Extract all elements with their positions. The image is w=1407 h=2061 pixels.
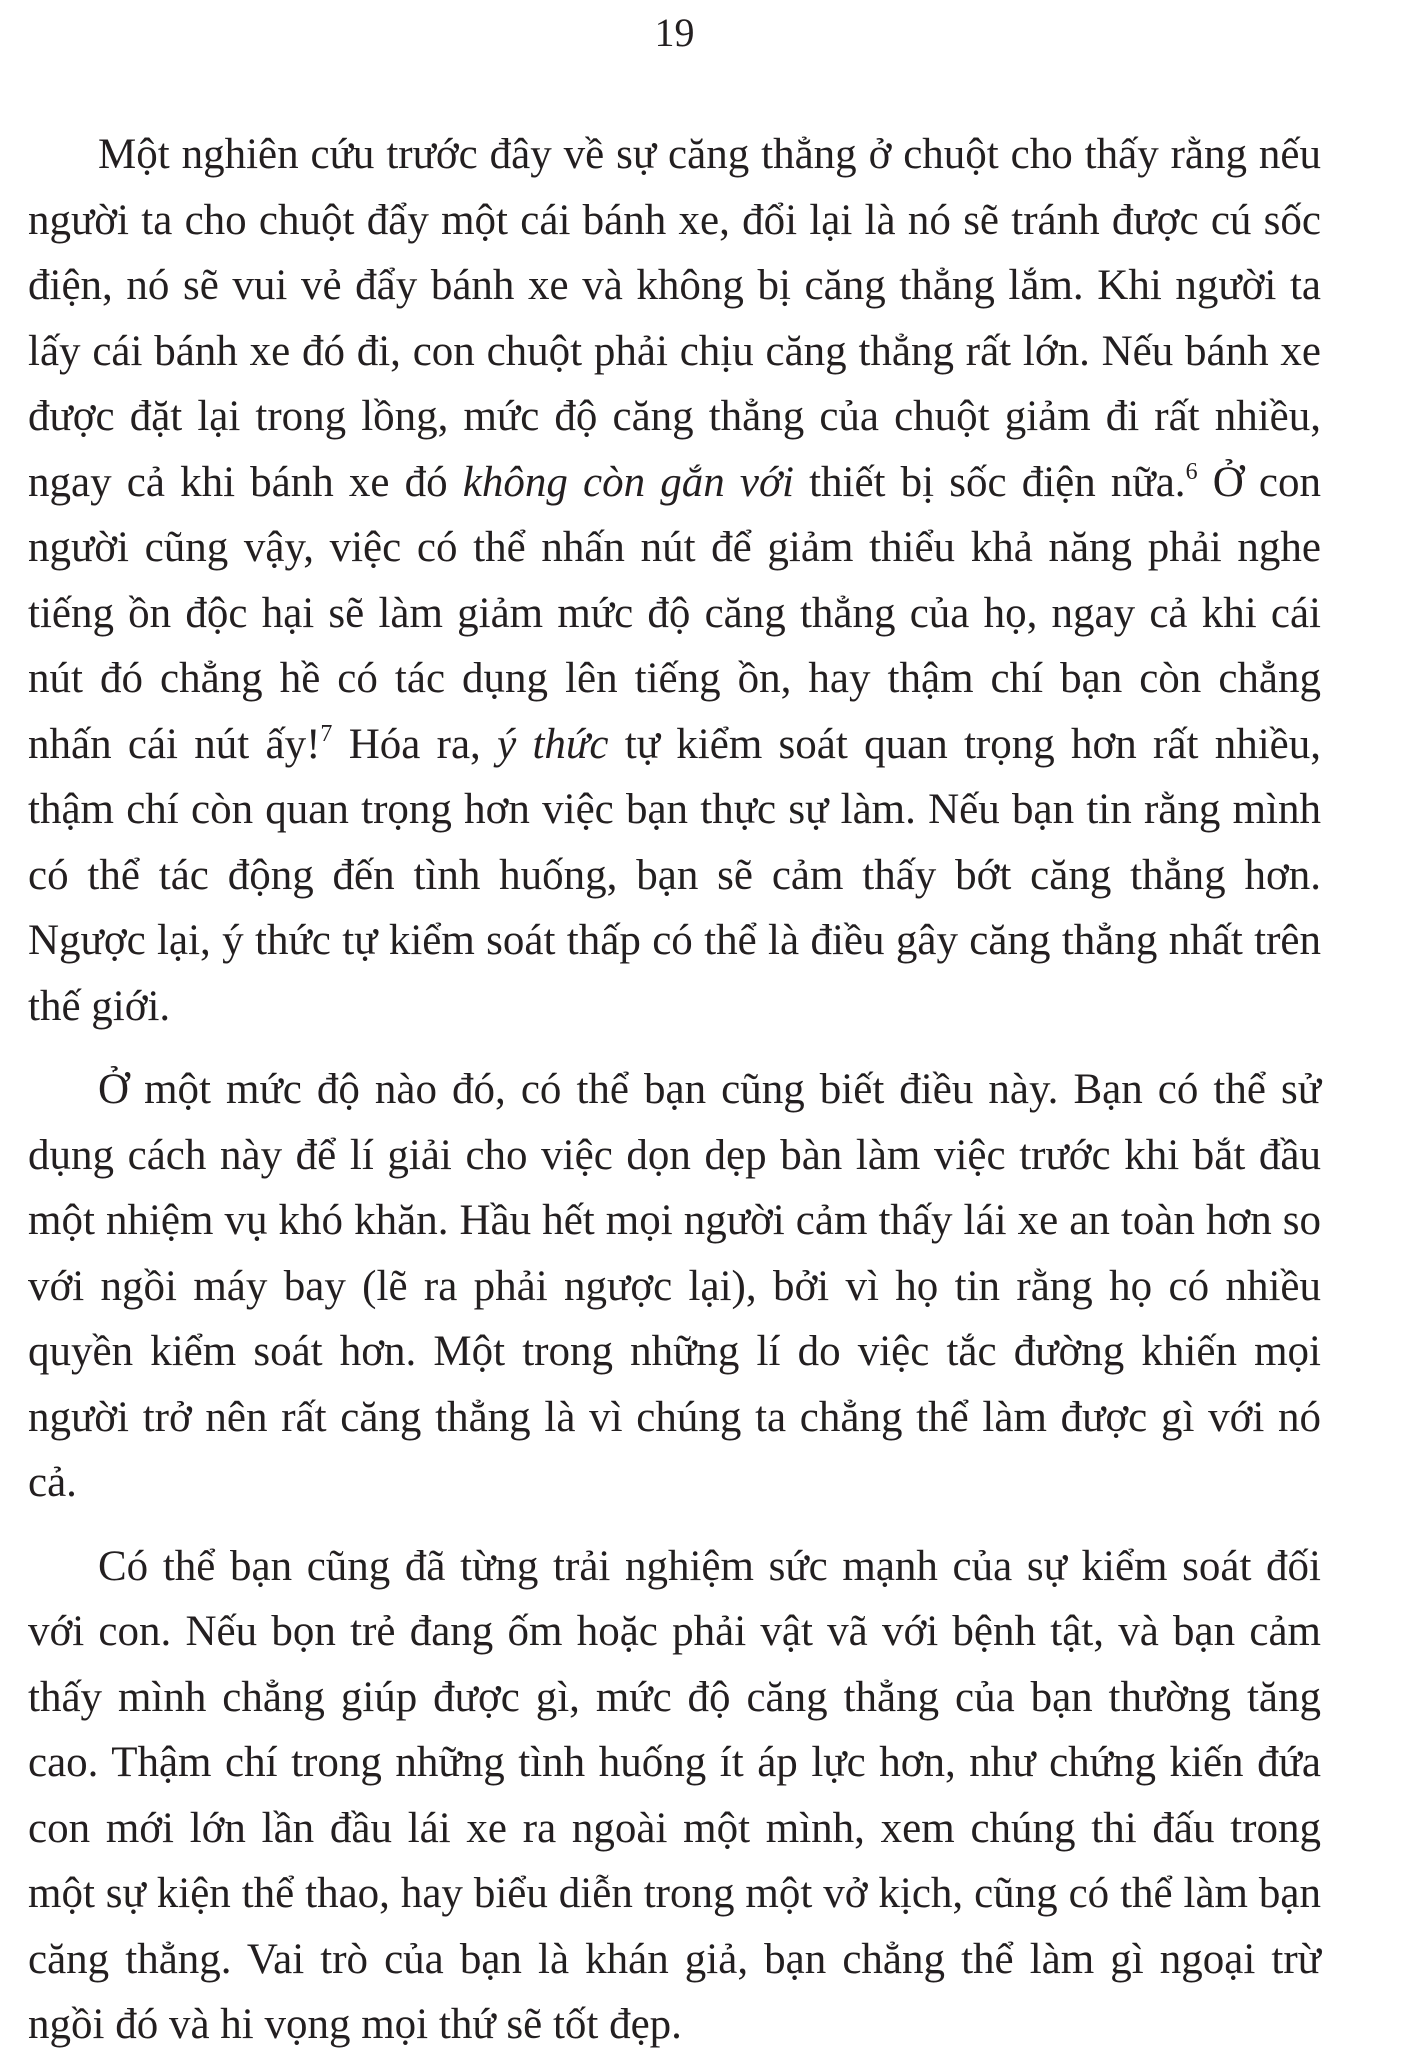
paragraph-1-text-d: Hóa ra, <box>332 720 498 768</box>
footnote-ref-7: 7 <box>320 720 333 747</box>
paragraph-1-text-e: tự kiểm soát quan trọng hơn rất nhiều, thậm chí còn quan trọng hơn việc bạn thực sự làm. Nếu bạn tin rằng mình có thể tác động đến tình huống, bạn sẽ cảm thấy bớt căng thẳng hơn. Ngược lại, ý thức tự kiểm soát thấp có thể là điều gây căng thẳng nhất trên thế giới. <box>28 720 1321 1030</box>
paragraph-1-italic-awareness: ý thức <box>497 720 609 768</box>
paragraph-1-text-b: thiết bị sốc điện nữa. <box>793 458 1186 506</box>
body-text <box>28 122 1321 2058</box>
paragraph-3: Có thể bạn cũng đã từng trải nghiệm sức mạnh của sự kiểm soát đối với con. Nếu bọn trẻ đang ốm hoặc phải vật vã với bệnh tật, và bạn cảm thấy mình chẳng giúp được gì, mức độ căng thẳng của bạn thường tăng cao. Thậm chí trong những tình huống ít áp lực hơn, như chứng kiến đứa con mới lớn lần đầu lái xe ra ngoài một mình, xem chúng thi đấu trong một sự kiện thể thao, hay biểu diễn trong một vở kịch, cũng có thể làm bạn căng thẳng. Vai trò của bạn là khán giả, bạn chẳng thể làm gì ngoại trừ ngồi đó và hi vọng mọi thứ sẽ tốt đẹp. <box>28 1542 1321 2048</box>
page-number: 19 <box>654 10 695 55</box>
paragraph-1-text-c: Ở con người cũng vậy, việc có thể nhấn nút để giảm thiểu khả năng phải nghe tiếng ồn độc hại sẽ làm giảm mức độ căng thẳng của họ, ngay cả khi cái nút đó chẳng hề có tác dụng lên tiếng ồn, hay thậm chí bạn còn chẳng nhấn cái nút ấy! <box>28 458 1322 768</box>
paragraph-1-italic-phrase: không còn gắn với <box>462 458 794 506</box>
paragraph-1-text-a: Một nghiên cứu trước đây về sự căng thẳng ở chuột cho thấy rằng nếu người ta cho chuột đẩy một cái bánh xe, đổi lại là nó sẽ tránh được cú sốc điện, nó sẽ vui vẻ đẩy bánh xe và không bị căng thẳng lắm. Khi người ta lấy cái bánh xe đó đi, con chuột phải chịu căng thẳng rất lớn. Nếu bánh xe được đặt lại trong lồng, mức độ căng thẳng của chuột giảm đi rất nhiều, ngay cả khi bánh xe đó <box>28 131 1321 506</box>
footnote-ref-6: 6 <box>1185 458 1198 485</box>
paragraph-2: Ở một mức độ nào đó, có thể bạn cũng biết điều này. Bạn có thể sử dụng cách này để lí giải cho việc dọn dẹp bàn làm việc trước khi bắt đầu một nhiệm vụ khó khăn. Hầu hết mọi người cảm thấy lái xe an toàn hơn so với ngồi máy bay (lẽ ra phải ngược lại), bởi vì họ tin rằng họ có nhiều quyền kiểm soát hơn. Một trong những lí do việc tắc đường khiến mọi người trở nên rất căng thẳng là vì chúng ta chẳng thể làm được gì với nó cả. <box>28 1066 1321 1506</box>
paragraph-1 <box>28 122 1321 1039</box>
